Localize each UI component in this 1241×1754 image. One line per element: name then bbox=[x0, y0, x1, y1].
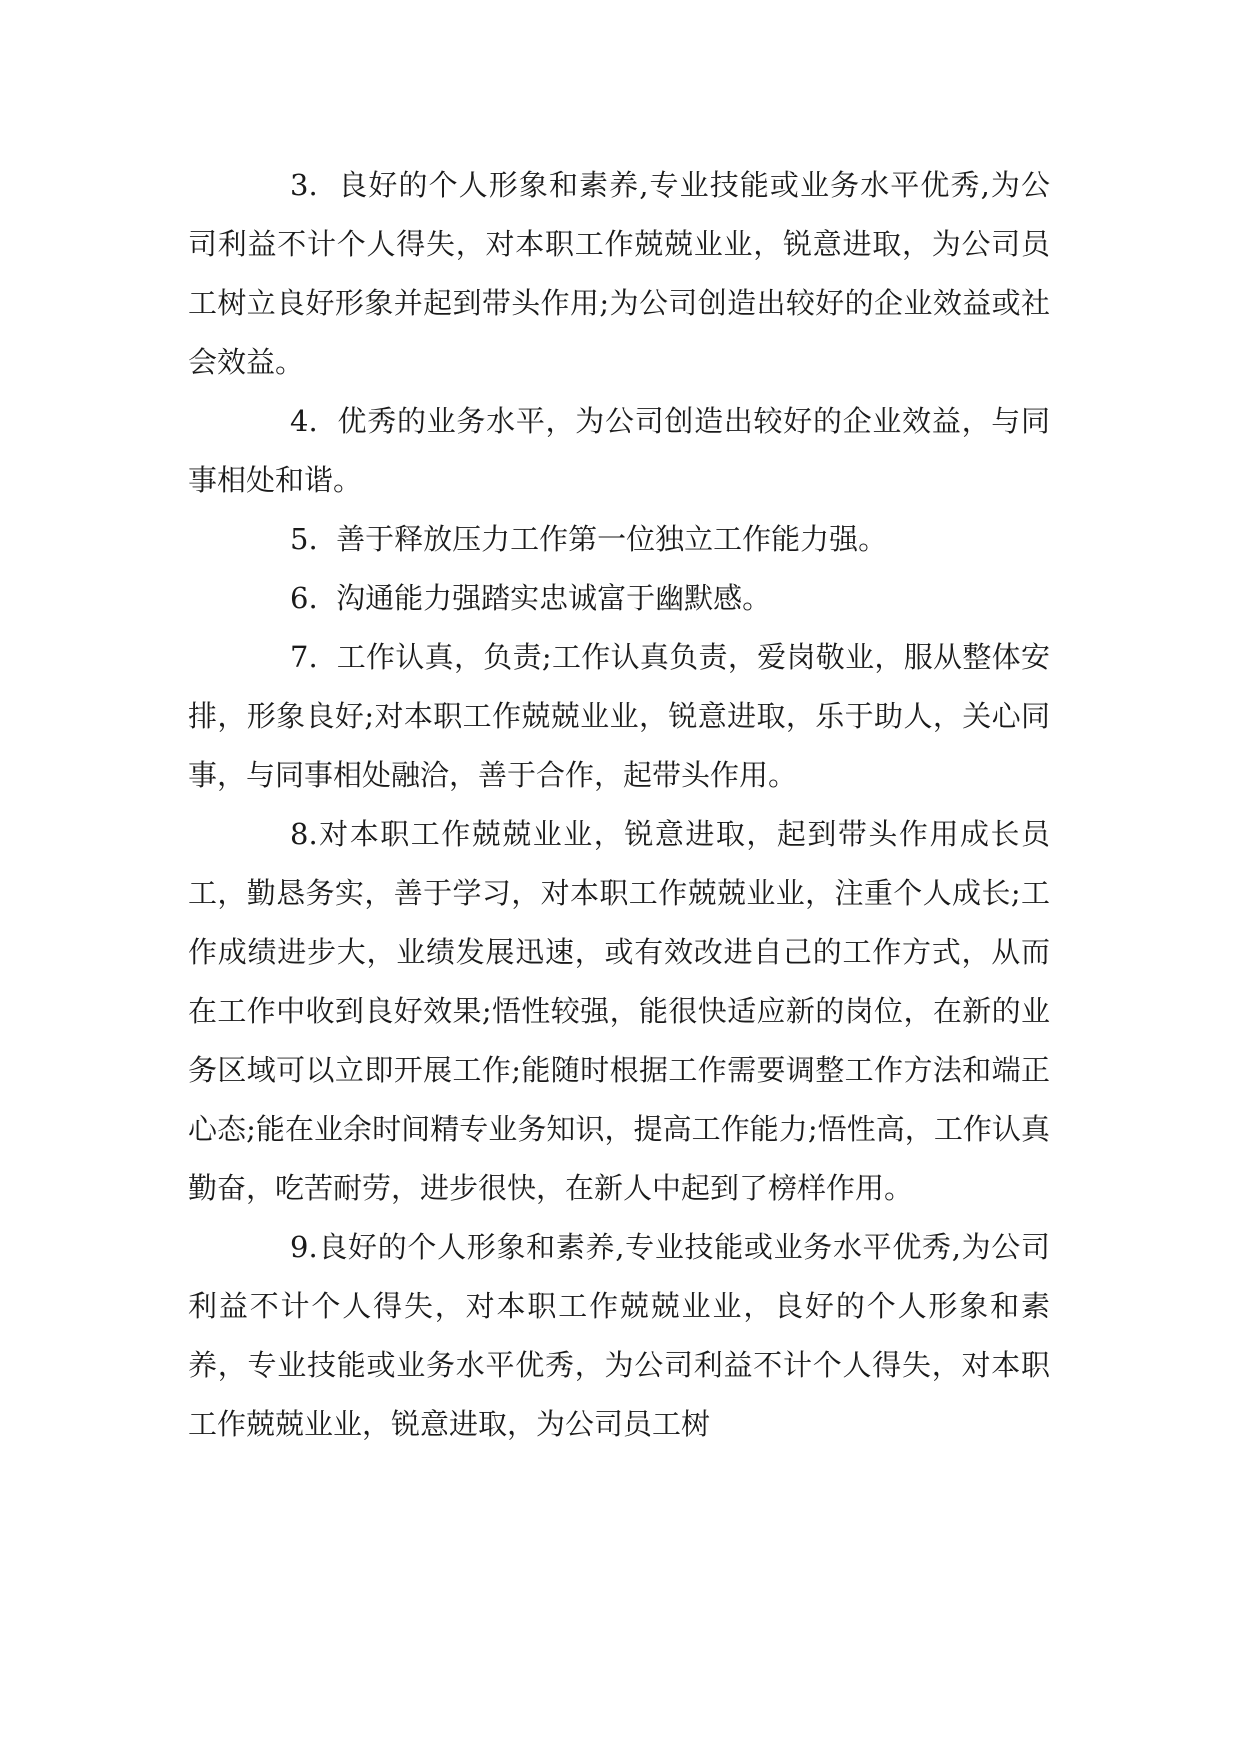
paragraph-6 bbox=[188, 569, 1050, 628]
paragraph-text: 工作认真，负责;工作认真负责，爱岗敬业，服从整体安排，形象良好;对本职工作兢兢业业，锐意进取，乐于助人，关心同事，与同事相处融洽，善于合作，起带头作用。 bbox=[188, 640, 1050, 792]
paragraph-8 bbox=[188, 805, 1050, 1218]
paragraph-text: 良好的个人形象和素养,专业技能或业务水平优秀,为公司利益不计个人得失，对本职工作兢兢业业，良好的个人形象和素养，专业技能或业务水平优秀，为公司利益不计个人得失，对本职工作兢兢业业，锐意进取，为公司员工树 bbox=[188, 1230, 1050, 1441]
item-number: 4. bbox=[290, 404, 318, 438]
paragraph-9 bbox=[188, 1218, 1050, 1454]
item-number: 5. bbox=[290, 522, 318, 556]
paragraph-5 bbox=[188, 510, 1050, 569]
paragraph-4 bbox=[188, 392, 1050, 510]
paragraph-text: 善于释放压力工作第一位独立工作能力强。 bbox=[336, 522, 888, 556]
item-number: 7. bbox=[290, 640, 318, 674]
document-body bbox=[188, 156, 1050, 1454]
item-number: 9. bbox=[290, 1230, 318, 1264]
item-number: 3. bbox=[290, 168, 318, 202]
paragraph-text: 良好的个人形象和素养,专业技能或业务水平优秀,为公司利益不计个人得失，对本职工作兢兢业业，锐意进取，为公司员工树立良好形象并起到带头作用;为公司创造出较好的企业效益或社会效益。 bbox=[188, 168, 1050, 379]
paragraph-3 bbox=[188, 156, 1050, 392]
paragraph-text: 对本职工作兢兢业业，锐意进取，起到带头作用成长员工，勤恳务实，善于学习，对本职工作兢兢业业，注重个人成长;工作成绩进步大，业绩发展迅速，或有效改进自己的工作方式，从而在工作中收到良好效果;悟性较强，能很快适应新的岗位，在新的业务区域可以立即开展工作;能随时根据工作需要调整工作方法和端正心态;能在业余时间精专业务知识，提高工作能力;悟性高，工作认真勤奋，吃苦耐劳，进步很快，在新人中起到了榜样作用。 bbox=[188, 817, 1050, 1205]
item-number: 6. bbox=[290, 581, 318, 615]
paragraph-text: 沟通能力强踏实忠诚富于幽默感。 bbox=[336, 581, 772, 615]
paragraph-7 bbox=[188, 628, 1050, 805]
item-number: 8. bbox=[290, 817, 318, 851]
paragraph-text: 优秀的业务水平，为公司创造出较好的企业效益，与同事相处和谐。 bbox=[188, 404, 1050, 497]
